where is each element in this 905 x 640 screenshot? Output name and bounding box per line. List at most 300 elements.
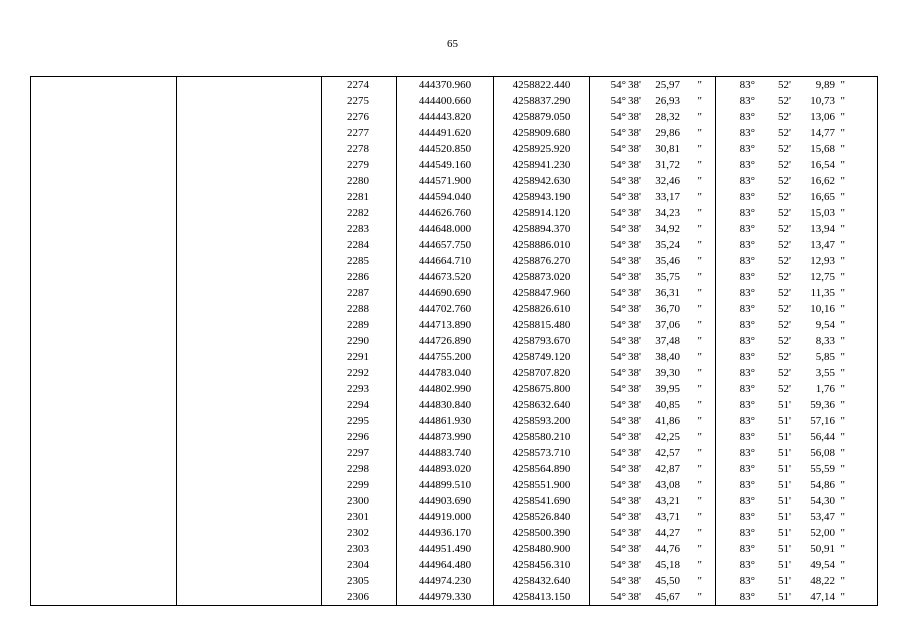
longitude-minutes: 52' <box>778 367 791 379</box>
merged-cell-empty <box>177 429 322 445</box>
latitude-seconds: 34,92 <box>655 223 680 235</box>
x-coordinate: 444673.520 <box>397 269 494 285</box>
merged-cell-empty <box>31 301 177 317</box>
y-coordinate: 4258879.050 <box>494 109 590 125</box>
latitude-seconds: 37,48 <box>655 335 680 347</box>
point-number: 2281 <box>322 189 397 205</box>
longitude-seconds-mark: " <box>840 175 845 187</box>
latitude-seconds: 39,30 <box>655 367 680 379</box>
longitude <box>716 445 878 461</box>
latitude-minutes: 38' <box>628 319 641 331</box>
point-number: 2274 <box>322 77 397 94</box>
latitude-minutes: 38' <box>628 351 641 363</box>
merged-cell-empty <box>177 189 322 205</box>
merged-cell-empty <box>31 189 177 205</box>
longitude-minutes: 52' <box>778 143 791 155</box>
latitude-seconds: 35,75 <box>655 271 680 283</box>
table-row <box>31 333 878 349</box>
x-coordinate: 444936.170 <box>397 525 494 541</box>
longitude-seconds-mark: " <box>840 479 845 491</box>
latitude-seconds-mark: " <box>697 255 702 267</box>
point-number: 2278 <box>322 141 397 157</box>
longitude <box>716 269 878 285</box>
x-coordinate: 444400.660 <box>397 93 494 109</box>
table-row <box>31 205 878 221</box>
x-coordinate: 444830.840 <box>397 397 494 413</box>
merged-cell-empty <box>31 557 177 573</box>
longitude-seconds: 13,06 <box>810 111 835 123</box>
latitude-minutes: 38' <box>628 239 641 251</box>
merged-cell-empty <box>177 237 322 253</box>
longitude-degrees: 83° <box>739 271 755 283</box>
x-coordinate: 444974.230 <box>397 573 494 589</box>
point-number: 2290 <box>322 333 397 349</box>
x-coordinate: 444370.960 <box>397 77 494 94</box>
longitude-degrees: 83° <box>739 351 755 363</box>
x-coordinate: 444648.000 <box>397 221 494 237</box>
latitude-minutes: 38' <box>628 527 641 539</box>
point-number: 2287 <box>322 285 397 301</box>
longitude <box>716 317 878 333</box>
table-row <box>31 589 878 606</box>
latitude-seconds: 44,76 <box>655 543 680 555</box>
x-coordinate: 444520.850 <box>397 141 494 157</box>
latitude-degrees: 54° <box>610 415 626 427</box>
merged-cell-empty <box>31 157 177 173</box>
longitude-minutes: 52' <box>778 207 791 219</box>
point-number: 2306 <box>322 589 397 606</box>
longitude-degrees: 83° <box>739 95 755 107</box>
merged-cell-empty <box>31 413 177 429</box>
latitude-degrees: 54° <box>610 367 626 379</box>
latitude-seconds: 37,06 <box>655 319 680 331</box>
latitude-minutes: 38' <box>628 287 641 299</box>
longitude-minutes: 52' <box>778 95 791 107</box>
y-coordinate: 4258480.900 <box>494 541 590 557</box>
longitude-seconds-mark: " <box>840 351 845 363</box>
longitude <box>716 493 878 509</box>
longitude <box>716 333 878 349</box>
latitude-degrees: 54° <box>610 447 626 459</box>
latitude-degrees: 54° <box>610 431 626 443</box>
x-coordinate: 444861.930 <box>397 413 494 429</box>
latitude-seconds: 36,70 <box>655 303 680 315</box>
y-coordinate: 4258941.230 <box>494 157 590 173</box>
merged-cell-empty <box>31 141 177 157</box>
latitude-seconds: 35,46 <box>655 255 680 267</box>
x-coordinate: 444783.040 <box>397 365 494 381</box>
table-row <box>31 189 878 205</box>
latitude-seconds: 32,46 <box>655 175 680 187</box>
longitude-minutes: 51' <box>778 495 791 507</box>
latitude-seconds-mark: " <box>697 511 702 523</box>
table-row <box>31 573 878 589</box>
longitude-minutes: 51' <box>778 399 791 411</box>
latitude-minutes: 38' <box>628 111 641 123</box>
latitude-seconds-mark: " <box>697 367 702 379</box>
latitude-seconds: 29,86 <box>655 127 680 139</box>
longitude-seconds-mark: " <box>840 79 845 91</box>
y-coordinate: 4258876.270 <box>494 253 590 269</box>
latitude-minutes: 38' <box>628 335 641 347</box>
merged-cell-empty <box>177 93 322 109</box>
y-coordinate: 4258526.840 <box>494 509 590 525</box>
longitude-seconds-mark: " <box>840 191 845 203</box>
table-row <box>31 77 878 94</box>
longitude-minutes: 52' <box>778 79 791 91</box>
point-number: 2300 <box>322 493 397 509</box>
merged-cell-empty <box>177 205 322 221</box>
latitude-seconds: 36,31 <box>655 287 680 299</box>
merged-cell-empty <box>177 141 322 157</box>
y-coordinate: 4258837.290 <box>494 93 590 109</box>
longitude <box>716 557 878 573</box>
latitude <box>590 445 716 461</box>
longitude-degrees: 83° <box>739 367 755 379</box>
longitude-seconds-mark: " <box>840 207 845 219</box>
point-number: 2292 <box>322 365 397 381</box>
longitude-degrees: 83° <box>739 255 755 267</box>
longitude <box>716 157 878 173</box>
merged-cell-empty <box>177 301 322 317</box>
longitude-seconds: 59,36 <box>810 399 835 411</box>
longitude-seconds: 16,62 <box>810 175 835 187</box>
y-coordinate: 4258593.200 <box>494 413 590 429</box>
merged-cell-empty <box>177 349 322 365</box>
latitude-seconds: 30,81 <box>655 143 680 155</box>
table-row <box>31 541 878 557</box>
longitude <box>716 461 878 477</box>
latitude <box>590 125 716 141</box>
x-coordinate: 444549.160 <box>397 157 494 173</box>
latitude-degrees: 54° <box>610 575 626 587</box>
x-coordinate: 444951.490 <box>397 541 494 557</box>
point-number: 2305 <box>322 573 397 589</box>
latitude-seconds-mark: " <box>697 431 702 443</box>
latitude-seconds: 42,57 <box>655 447 680 459</box>
merged-cell-empty <box>31 493 177 509</box>
latitude <box>590 429 716 445</box>
latitude-minutes: 38' <box>628 399 641 411</box>
table-row <box>31 365 878 381</box>
latitude-seconds-mark: " <box>697 559 702 571</box>
latitude-seconds-mark: " <box>697 79 702 91</box>
x-coordinate: 444726.890 <box>397 333 494 349</box>
latitude-seconds: 41,86 <box>655 415 680 427</box>
merged-cell-empty <box>177 413 322 429</box>
longitude-seconds: 54,30 <box>810 495 835 507</box>
longitude-minutes: 51' <box>778 479 791 491</box>
longitude-degrees: 83° <box>739 575 755 587</box>
latitude-minutes: 38' <box>628 175 641 187</box>
longitude-minutes: 52' <box>778 239 791 251</box>
longitude-seconds-mark: " <box>840 143 845 155</box>
latitude-seconds: 42,87 <box>655 463 680 475</box>
y-coordinate: 4258564.890 <box>494 461 590 477</box>
merged-cell-empty <box>31 317 177 333</box>
longitude <box>716 589 878 606</box>
longitude-seconds: 10,16 <box>810 303 835 315</box>
merged-cell-empty <box>31 397 177 413</box>
merged-cell-empty <box>31 573 177 589</box>
latitude-minutes: 38' <box>628 303 641 315</box>
longitude-seconds: 10,73 <box>810 95 835 107</box>
latitude-seconds: 34,23 <box>655 207 680 219</box>
latitude-degrees: 54° <box>610 319 626 331</box>
latitude <box>590 285 716 301</box>
longitude-seconds: 8,33 <box>815 335 835 347</box>
x-coordinate: 444491.620 <box>397 125 494 141</box>
latitude-seconds: 38,40 <box>655 351 680 363</box>
table-row <box>31 493 878 509</box>
latitude-degrees: 54° <box>610 95 626 107</box>
merged-cell-empty <box>31 461 177 477</box>
longitude-seconds-mark: " <box>840 239 845 251</box>
merged-cell-empty <box>177 381 322 397</box>
longitude-seconds: 56,08 <box>810 447 835 459</box>
merged-cell-empty <box>177 157 322 173</box>
merged-cell-empty <box>177 509 322 525</box>
longitude-seconds: 14,77 <box>810 127 835 139</box>
latitude-minutes: 38' <box>628 511 641 523</box>
latitude <box>590 317 716 333</box>
longitude <box>716 93 878 109</box>
latitude <box>590 333 716 349</box>
merged-cell-empty <box>177 317 322 333</box>
table-row <box>31 125 878 141</box>
longitude-seconds: 47,14 <box>810 591 835 603</box>
longitude-minutes: 52' <box>778 319 791 331</box>
merged-cell-empty <box>31 381 177 397</box>
latitude-seconds-mark: " <box>697 127 702 139</box>
merged-cell-empty <box>177 221 322 237</box>
longitude-seconds-mark: " <box>840 511 845 523</box>
longitude <box>716 221 878 237</box>
latitude-seconds: 45,50 <box>655 575 680 587</box>
longitude-minutes: 52' <box>778 287 791 299</box>
latitude-degrees: 54° <box>610 159 626 171</box>
latitude-seconds-mark: " <box>697 207 702 219</box>
longitude-seconds-mark: " <box>840 495 845 507</box>
longitude-minutes: 51' <box>778 431 791 443</box>
latitude-degrees: 54° <box>610 383 626 395</box>
longitude-seconds-mark: " <box>840 383 845 395</box>
latitude-degrees: 54° <box>610 303 626 315</box>
latitude-degrees: 54° <box>610 207 626 219</box>
latitude <box>590 141 716 157</box>
y-coordinate: 4258793.670 <box>494 333 590 349</box>
y-coordinate: 4258749.120 <box>494 349 590 365</box>
longitude-seconds-mark: " <box>840 127 845 139</box>
merged-cell-empty <box>31 509 177 525</box>
x-coordinate: 444755.200 <box>397 349 494 365</box>
longitude-seconds: 1,76 <box>815 383 835 395</box>
merged-cell-empty <box>177 573 322 589</box>
longitude-seconds-mark: " <box>840 431 845 443</box>
y-coordinate: 4258822.440 <box>494 77 590 94</box>
longitude-seconds-mark: " <box>840 271 845 283</box>
latitude-minutes: 38' <box>628 431 641 443</box>
merged-cell-empty <box>177 365 322 381</box>
longitude <box>716 397 878 413</box>
longitude <box>716 253 878 269</box>
latitude <box>590 93 716 109</box>
point-number: 2280 <box>322 173 397 189</box>
latitude <box>590 477 716 493</box>
merged-cell-empty <box>31 173 177 189</box>
longitude <box>716 413 878 429</box>
latitude-seconds-mark: " <box>697 383 702 395</box>
coordinates-table <box>30 76 878 606</box>
latitude <box>590 493 716 509</box>
point-number: 2276 <box>322 109 397 125</box>
latitude-seconds-mark: " <box>697 239 702 251</box>
y-coordinate: 4258925.920 <box>494 141 590 157</box>
longitude-seconds-mark: " <box>840 367 845 379</box>
merged-cell-empty <box>31 365 177 381</box>
point-number: 2304 <box>322 557 397 573</box>
longitude-degrees: 83° <box>739 159 755 171</box>
latitude-minutes: 38' <box>628 127 641 139</box>
point-number: 2289 <box>322 317 397 333</box>
longitude-seconds: 12,75 <box>810 271 835 283</box>
point-number: 2279 <box>322 157 397 173</box>
latitude-seconds-mark: " <box>697 543 702 555</box>
latitude <box>590 189 716 205</box>
latitude-minutes: 38' <box>628 159 641 171</box>
x-coordinate: 444903.690 <box>397 493 494 509</box>
merged-cell-empty <box>177 253 322 269</box>
table-row <box>31 349 878 365</box>
latitude-seconds: 33,17 <box>655 191 680 203</box>
latitude-minutes: 38' <box>628 495 641 507</box>
longitude-degrees: 83° <box>739 511 755 523</box>
y-coordinate: 4258632.640 <box>494 397 590 413</box>
coordinates-table-body <box>31 77 878 606</box>
latitude-seconds-mark: " <box>697 319 702 331</box>
table-row <box>31 301 878 317</box>
longitude-seconds-mark: " <box>840 335 845 347</box>
latitude-seconds: 42,25 <box>655 431 680 443</box>
merged-cell-empty <box>31 525 177 541</box>
latitude-seconds-mark: " <box>697 223 702 235</box>
merged-cell-empty <box>177 125 322 141</box>
latitude-minutes: 38' <box>628 79 641 91</box>
latitude-degrees: 54° <box>610 223 626 235</box>
latitude-minutes: 38' <box>628 95 641 107</box>
latitude-seconds-mark: " <box>697 591 702 603</box>
longitude-degrees: 83° <box>739 191 755 203</box>
longitude-seconds: 15,68 <box>810 143 835 155</box>
y-coordinate: 4258456.310 <box>494 557 590 573</box>
longitude <box>716 429 878 445</box>
y-coordinate: 4258942.630 <box>494 173 590 189</box>
longitude-seconds-mark: " <box>840 447 845 459</box>
latitude <box>590 461 716 477</box>
point-number: 2283 <box>322 221 397 237</box>
longitude-seconds: 13,47 <box>810 239 835 251</box>
longitude <box>716 541 878 557</box>
latitude <box>590 541 716 557</box>
longitude-seconds-mark: " <box>840 159 845 171</box>
table-row <box>31 157 878 173</box>
latitude-degrees: 54° <box>610 287 626 299</box>
latitude <box>590 173 716 189</box>
y-coordinate: 4258500.390 <box>494 525 590 541</box>
latitude-seconds: 28,32 <box>655 111 680 123</box>
longitude-seconds-mark: " <box>840 591 845 603</box>
longitude-degrees: 83° <box>739 207 755 219</box>
point-number: 2299 <box>322 477 397 493</box>
x-coordinate: 444802.990 <box>397 381 494 397</box>
merged-cell-empty <box>177 477 322 493</box>
point-number: 2296 <box>322 429 397 445</box>
table-row <box>31 557 878 573</box>
latitude <box>590 397 716 413</box>
table-row <box>31 109 878 125</box>
latitude-seconds-mark: " <box>697 159 702 171</box>
merged-cell-empty <box>31 93 177 109</box>
longitude-degrees: 83° <box>739 223 755 235</box>
longitude <box>716 381 878 397</box>
latitude-seconds-mark: " <box>697 143 702 155</box>
y-coordinate: 4258873.020 <box>494 269 590 285</box>
longitude-degrees: 83° <box>739 319 755 331</box>
table-row <box>31 269 878 285</box>
longitude-degrees: 83° <box>739 143 755 155</box>
x-coordinate: 444571.900 <box>397 173 494 189</box>
latitude-degrees: 54° <box>610 479 626 491</box>
point-number: 2277 <box>322 125 397 141</box>
table-row <box>31 93 878 109</box>
table-row <box>31 381 878 397</box>
latitude-seconds-mark: " <box>697 271 702 283</box>
longitude-seconds-mark: " <box>840 303 845 315</box>
latitude-seconds: 31,72 <box>655 159 680 171</box>
table-row <box>31 477 878 493</box>
y-coordinate: 4258815.480 <box>494 317 590 333</box>
latitude-degrees: 54° <box>610 111 626 123</box>
table-row <box>31 317 878 333</box>
longitude <box>716 109 878 125</box>
longitude-minutes: 51' <box>778 511 791 523</box>
latitude <box>590 525 716 541</box>
longitude-minutes: 52' <box>778 383 791 395</box>
latitude-seconds: 26,93 <box>655 95 680 107</box>
x-coordinate: 444713.890 <box>397 317 494 333</box>
x-coordinate: 444626.760 <box>397 205 494 221</box>
latitude <box>590 221 716 237</box>
merged-cell-empty <box>177 461 322 477</box>
latitude-minutes: 38' <box>628 479 641 491</box>
longitude-degrees: 83° <box>739 287 755 299</box>
latitude <box>590 301 716 317</box>
point-number: 2293 <box>322 381 397 397</box>
merged-cell-empty <box>31 125 177 141</box>
merged-cell-empty <box>177 173 322 189</box>
latitude-seconds-mark: " <box>697 575 702 587</box>
longitude-seconds-mark: " <box>840 287 845 299</box>
x-coordinate: 444664.710 <box>397 253 494 269</box>
latitude-seconds: 40,85 <box>655 399 680 411</box>
longitude-minutes: 52' <box>778 175 791 187</box>
longitude-seconds-mark: " <box>840 463 845 475</box>
latitude <box>590 253 716 269</box>
latitude-seconds-mark: " <box>697 95 702 107</box>
longitude-degrees: 83° <box>739 415 755 427</box>
page-number: 65 <box>447 38 458 50</box>
longitude-minutes: 52' <box>778 335 791 347</box>
